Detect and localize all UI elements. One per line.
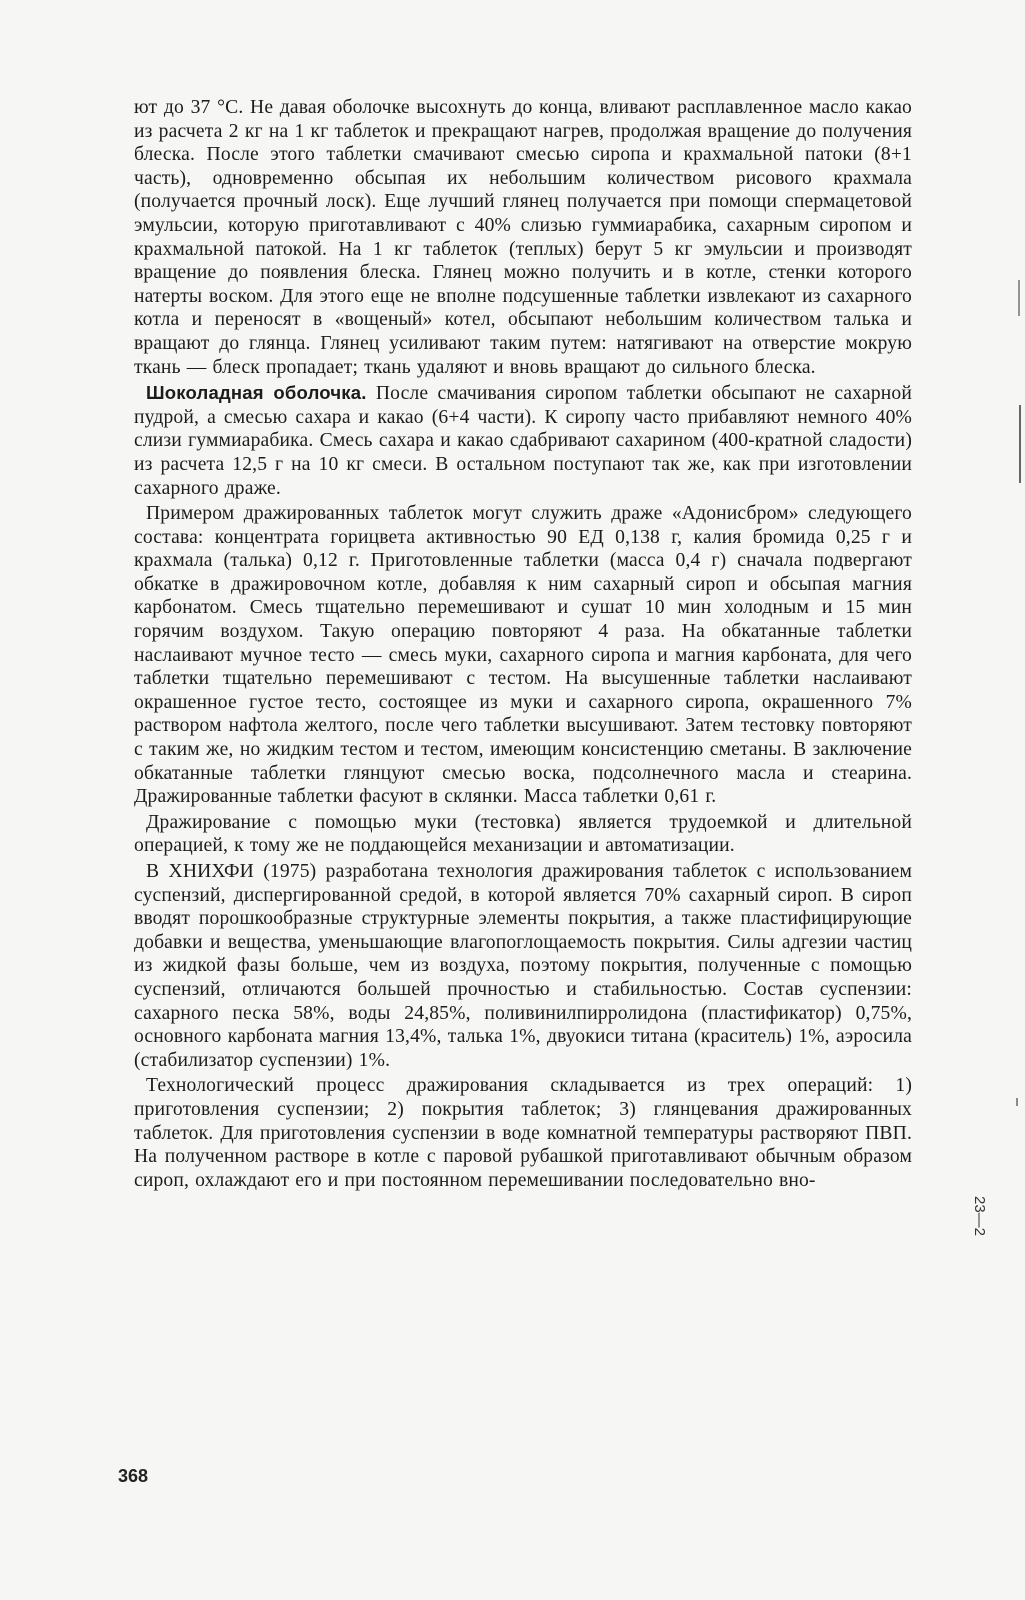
page-body (134, 96, 912, 1194)
paragraph-suspension-technology (134, 860, 912, 1072)
paragraph-flour-coating (134, 811, 912, 858)
paragraph-text: В ХНИХФИ (1975) разработана технология дражирования таблеток с использованием суспензий, диспергированной средой, в которой является 70% сахарный сироп. В сироп вводят порошкообразные структурные элементы покрытия, а также пластифицирующие добавки и вещества, уменьшающие влагопоглощаемость покрытия. Силы адгезии частиц из жидкой фазы больше, чем из воздуха, поэтому покрытия, полученные с помощью суспензий, отличаются большей прочностью и стабильностью. Состав суспензии: сахарного песка 58%, воды 24,85%, поливинилпирролидона (пластификатор) 0,75%, основного карбоната магния 13,4%, талька 1%, двуокиси титана (краситель) 1%, аэросила (стабилизатор суспензии) 1%. (134, 861, 912, 1071)
paragraph-process-steps (134, 1074, 912, 1192)
paragraph-text: Дражирование с помощью муки (тестовка) является трудоемкой и длительной операцией, к тому же не поддающейся механизации и автоматизации. (134, 811, 912, 857)
margin-scan-mark (1019, 405, 1021, 483)
paragraph-text: Технологический процесс дражирования складывается из трех операций: 1) приготовления суспензии; 2) покрытия таблеток; 3) глянцевания дражированных таблеток. Для приготовления суспензии в воде комнатной температуры растворяют ПВП. На полученном растворе в котле с паровой рубашкой приготавливают обычным образом сироп, охлаждают его и при постоянном перемешивании последовательно вно- (134, 1075, 912, 1191)
section-heading: Шоколадная оболочка. (146, 382, 367, 404)
signature-mark: 23—2 (971, 1196, 988, 1237)
paragraph-text: ют до 37 °С. Не давая оболочке высохнуть до конца, вливают расплавленное масло какао из расчета 2 кг на 1 кг таблеток и прекращают нагрев, продолжая вращение до получения блеска. После этого таблетки смачивают смесью сиропа и крахмальной патоки (8+1 часть), одновременно обсыпая их небольшим количеством рисового крахмала (получается прочный лоск). Еще лучший глянец получается при помощи спермацетовой эмульсии, которую приготавливают с 40% слизью гуммиарабика, сахарным сиропом и крахмальной патокой. На 1 кг таблеток (теплых) берут 5 кг эмульсии и производят вращение до появления блеска. Глянец можно получить и в котле, стенки которого натерты воском. Для этого еще не вполне подсушенные таблетки извлекают из сахарного котла и переносят в «вощеный» котел, обсыпают небольшим количеством талька и вращают до глянца. Глянец усиливают таким путем: натягивают на отверстие мокрую ткань — блеск пропадает; ткань удаляют и вновь вращают до сильного блеска. (134, 97, 912, 378)
margin-scan-mark (1016, 1098, 1018, 1106)
paragraph-text: После смачивания сиропом таблетки обсыпают не сахарной пудрой, а смесью сахара и какао (6+4 части). К сиропу часто прибавляют немного 40% слизи гуммиарабика. Смесь сахара и какао сдабривают сахарином (400-кратной сладости) из расчета 12,5 г на 10 кг смеси. В остальном поступают так же, как при изготовлении сахарного драже. (134, 383, 912, 499)
paragraph-chocolate-coating (134, 381, 912, 500)
margin-scan-mark (1018, 280, 1020, 316)
paragraph-text: Примером дражированных таблеток могут служить драже «Адонисбром» следующего состава: концентрата горицвета активностью 90 ЕД 0,138 г, калия бромида 0,25 г и крахмала (талька) 0,12 г. Приготовленные таблетки (масса 0,4 г) сначала подвергают обкатке в дражировочном котле, добавляя к ним сахарный сироп и обсыпая магния карбонатом. Смесь тщательно перемешивают и сушат 10 мин холодным и 15 мин горячим воздухом. Такую операцию повторяют 4 раза. На обкатанные таблетки наслаивают мучное тесто — смесь муки, сахарного сиропа и магния карбоната, для чего таблетки тщательно перемешивают с тестом. На высушенные таблетки наслаивают окрашенное густое тесто, состоящее из муки и сахарного сиропа, окрашенного 7% раствором нафтола желтого, после чего таблетки высушивают. Затем тестовку повторяют с таким же, но жидким тестом и тестом, имеющим консистенцию сметаны. В заключение обкатанные таблетки глянцуют смесью воска, подсолнечного масла и стеарина. Дражированные таблетки фасуют в склянки. Масса таблетки 0,61 г. (134, 503, 912, 808)
paragraph-continuation (134, 96, 912, 379)
paragraph-adonisbrom-example (134, 502, 912, 809)
page-number: 368 (118, 1466, 149, 1486)
